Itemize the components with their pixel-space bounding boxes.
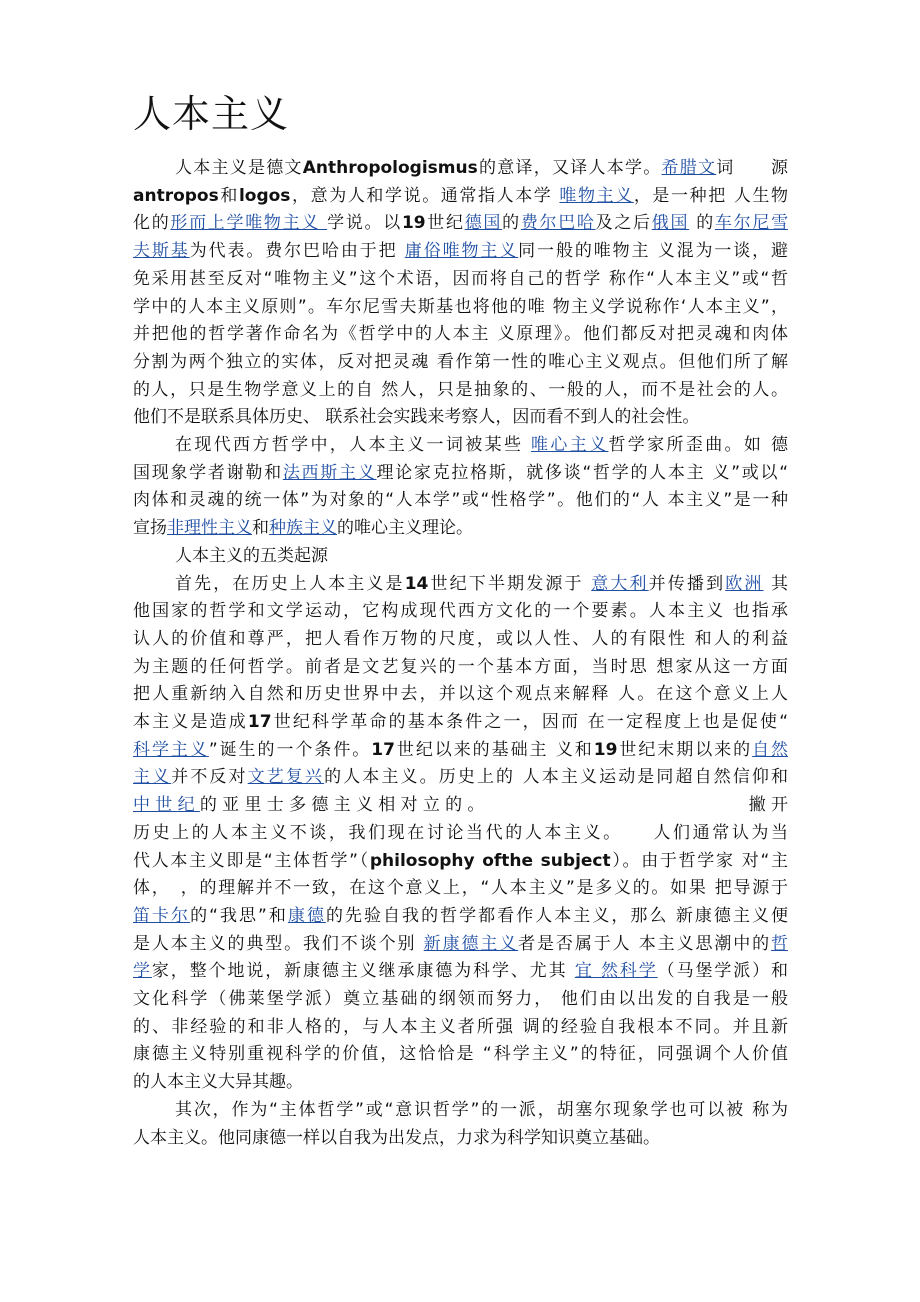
- text-line: [175, 542, 788, 570]
- text-run: logos: [238, 185, 291, 206]
- text-run: 世纪下半期发源于: [428, 573, 592, 594]
- text-run: antropos: [133, 185, 219, 206]
- text-run: 化的: [133, 213, 171, 234]
- text-run: 的人本主义大异其趣。: [133, 1072, 303, 1093]
- text-run: 并不反对: [171, 767, 248, 788]
- wiki-link[interactable]: 形而上学唯物主义: [170, 213, 328, 234]
- text-run: 在现代西方哲学中，人本主义一词被某些: [175, 435, 532, 455]
- page-title: 人本主义: [133, 92, 290, 136]
- text-run: 人本主义是德文: [175, 158, 303, 178]
- text-line: [133, 1068, 788, 1096]
- wiki-link[interactable]: 俄国: [651, 213, 690, 234]
- text-line: [175, 431, 788, 459]
- text-run: 及之后: [595, 213, 652, 234]
- wiki-link[interactable]: 欧洲: [725, 573, 764, 594]
- text-line: [133, 763, 788, 791]
- text-run: 世纪: [425, 213, 465, 234]
- text-line: [133, 653, 788, 681]
- wiki-link[interactable]: 法西斯主义: [282, 462, 377, 483]
- text-run: 家，整个地说，新康德主义继承康德为科学、尤其: [151, 961, 575, 982]
- text-run: 的意译，又译人本学。: [477, 158, 662, 178]
- text-run: 肉体和灵魂的统一体”为对象的“人本学”或“性格学”。他们的“人 本主义”是一种: [133, 490, 788, 511]
- text-run: 世纪以来的基础主 义和: [394, 739, 594, 760]
- wiki-link[interactable]: 德国: [464, 213, 503, 234]
- wiki-link[interactable]: 康德: [287, 905, 326, 926]
- text-line: [133, 819, 788, 847]
- text-line: [133, 209, 788, 237]
- text-line: [133, 597, 788, 625]
- text-run: 学中的人本主义原则”。车尔尼雪夫斯基也将他的唯 物主义学说称作‘人本主义”，: [133, 296, 788, 317]
- text-line: [175, 1096, 788, 1124]
- text-run: 是人本主义的典型。我们不谈个别: [133, 933, 424, 954]
- text-line: [133, 902, 788, 930]
- text-run: ，是一种把 人生物: [633, 185, 788, 206]
- text-line: [133, 985, 788, 1013]
- text-run: 词 源: [716, 158, 788, 178]
- text-run: 为代表。费尔巴哈由于把: [189, 241, 405, 262]
- text-run: 其: [763, 573, 788, 594]
- text-run: ，意为人和学说。通常指人本学: [290, 185, 560, 206]
- text-line: [133, 791, 788, 819]
- text-run: 把人重新纳入自然和历史世界中去，并以这个观点来解释 人。在这个意义上人: [133, 684, 788, 705]
- text-run: 17: [371, 739, 395, 760]
- wiki-link[interactable]: 唯物主义: [559, 185, 634, 206]
- text-line: [133, 486, 788, 514]
- text-line: [133, 403, 788, 431]
- text-line: [133, 930, 788, 958]
- wiki-link[interactable]: 种族主义: [269, 518, 337, 539]
- text-line: [175, 570, 788, 598]
- text-line: [133, 625, 788, 653]
- wiki-link[interactable]: 科学主义: [133, 739, 209, 760]
- text-run: 的: [502, 213, 521, 234]
- text-line: [133, 376, 788, 404]
- text-line: [133, 348, 788, 376]
- text-run: 和: [218, 185, 239, 206]
- wiki-link[interactable]: 哲: [771, 933, 788, 954]
- text-line: [133, 514, 788, 542]
- text-line: [133, 237, 788, 265]
- text-line: [133, 1040, 788, 1068]
- text-run: 14: [404, 573, 429, 594]
- text-run: 体， ，的理解并不一致，在这个意义上，“人本主义”是多义的。如果 把导源于: [133, 878, 788, 899]
- wiki-link[interactable]: 非理性主义: [167, 518, 252, 539]
- text-run: 的唯心主义理论。: [337, 518, 473, 539]
- text-line: [133, 847, 788, 875]
- wiki-link[interactable]: 宜 然科学: [574, 961, 658, 982]
- text-run: 的“我思”和: [190, 905, 288, 926]
- text-line: [133, 874, 788, 902]
- wiki-link[interactable]: 学: [133, 961, 152, 982]
- text-line: [133, 680, 788, 708]
- text-run: 为主题的任何哲学。前者是文艺复兴的一个基本方面，当时思 想家从这一方面: [133, 656, 788, 677]
- text-run: 历史上的人本主义不谈，我们现在讨论当代的人本主义。 人们通常认为当: [133, 822, 788, 843]
- text-run: 他们不是联系具体历史、 联系社会实践来考察人，因而看不到人的社会性。: [133, 407, 700, 428]
- wiki-link[interactable]: 新康德主义: [423, 933, 519, 954]
- text-run: 宣扬: [133, 518, 167, 539]
- text-line: [133, 293, 788, 321]
- text-run: 其次，作为“主体哲学”或“意识哲学”的一派，胡塞尔现象学也可以被 称为: [175, 1099, 788, 1120]
- text-run: 人本主义的五类起源: [175, 545, 328, 566]
- text-line: [133, 957, 788, 985]
- text-run: 世纪科学革命的基本条件之一，因而 在一定程度上也是促使“: [271, 712, 788, 732]
- wiki-link[interactable]: 费尔巴哈: [520, 213, 596, 234]
- text-line: [133, 182, 788, 210]
- text-run: 的: [689, 213, 715, 234]
- text-run: 19: [401, 213, 426, 234]
- text-run: 同一般的唯物主 义混为一谈，避: [518, 241, 788, 262]
- text-run: 本主义是造成: [133, 712, 248, 732]
- text-run: 人本主义。他同康德一样以自我为出发点，力求为科学知识奠立基础。: [133, 1127, 660, 1148]
- text-line: [133, 459, 788, 487]
- text-run: 并把他的哲学著作命名为《哲学中的人本主 义原理》。他们都反对把灵魂和肉体: [133, 324, 788, 345]
- wiki-link[interactable]: 夫斯基: [133, 241, 190, 262]
- text-line: [175, 154, 788, 182]
- text-run: 代人本主义即是“主体哲学”（: [133, 850, 370, 871]
- text-line: [133, 265, 788, 293]
- text-run: ”诞生的一个条件。: [208, 739, 372, 760]
- text-run: 文化科学（佛莱堡学派）奠立基础的纲领而努力， 他们由以出发的自我是一般: [133, 989, 788, 1009]
- text-line: [133, 320, 788, 348]
- text-run: 的人，只是生物学意义上的自 然人，只是抽象的、一般的人，而不是社会的人。: [133, 379, 788, 400]
- text-line: [133, 1013, 788, 1041]
- text-run: 他国家的哲学和文学运动，它构成现代西方文化的一个要素。人本主义 也指承: [133, 601, 788, 622]
- text-run: 认人的价值和尊严，把人看作万物的尺度，或以人性、人的有限性 和人的利益: [133, 628, 788, 649]
- wiki-link[interactable]: 自然: [752, 739, 788, 760]
- text-run: 者是否属于人 本主义思潮中的: [518, 933, 772, 954]
- text-run: 并传播到: [648, 573, 726, 594]
- text-run: 分割为两个独立的实体，反对把灵魂 看作第一性的唯心主义观点。但他们所了解: [133, 351, 788, 372]
- text-run: 学说。以: [327, 213, 402, 234]
- text-run: 和: [252, 518, 269, 539]
- text-run: 康德主义特别重视科学的价值，这恰恰是 “科学主义”的特征，同强调个人价值: [133, 1044, 788, 1065]
- wiki-link[interactable]: 车尔尼雪: [714, 213, 788, 234]
- text-run: philosophy ofthe subject: [369, 850, 611, 871]
- text-run: 的亚里士多德主义相对立的。 撇开: [199, 795, 788, 816]
- text-line: [133, 708, 788, 736]
- text-run: 理论家克拉格斯，就侈谈“哲学的人本主 义”或以“: [376, 462, 788, 483]
- text-run: 哲学家所歪曲。如 德: [608, 435, 788, 455]
- wiki-link[interactable]: 笛卡尔: [133, 905, 191, 926]
- text-run: 17: [247, 712, 272, 732]
- text-run: Anthropologismus: [302, 158, 478, 178]
- text-run: 免采用甚至反对“唯物主义”这个术语，因而将自己的哲学 称作“人本主义”或“哲: [133, 268, 788, 289]
- wiki-link[interactable]: 庸俗唯物主义: [404, 241, 519, 262]
- text-line: [133, 736, 788, 764]
- wiki-link[interactable]: 意大利: [591, 573, 649, 594]
- text-run: ）。由于哲学家 对“主: [610, 850, 788, 871]
- text-run: 首先，在历史上人本主义是: [175, 573, 405, 594]
- text-run: 19: [593, 739, 618, 760]
- text-run: 的人本主义。历史上的 人本主义运动是同超自然信仰和: [324, 767, 788, 788]
- text-run: （马堡学派）和: [657, 961, 788, 982]
- wiki-link[interactable]: 中世纪: [133, 795, 200, 816]
- text-run: 的先验自我的哲学都看作人本主义，那么 新康德主义便: [325, 905, 788, 926]
- wiki-link[interactable]: 主义: [133, 767, 172, 788]
- text-line: [133, 1124, 788, 1152]
- wiki-link[interactable]: 希腊文: [661, 158, 717, 178]
- wiki-link[interactable]: 唯心主义: [531, 435, 609, 455]
- text-run: 世纪末期以来的: [617, 739, 753, 760]
- text-run: 的、非经验的和非人格的，与人本主义者所强 调的经验自我根本不同。并且新: [133, 1016, 788, 1037]
- text-run: 国现象学者谢勒和: [133, 462, 283, 483]
- wiki-link[interactable]: 文艺复兴: [247, 767, 325, 788]
